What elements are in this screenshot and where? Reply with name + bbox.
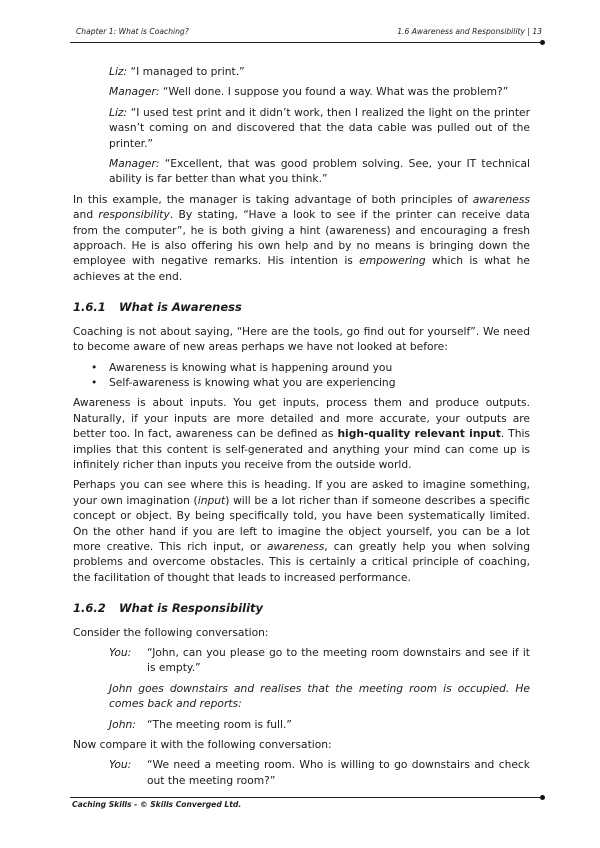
dialogue-text: “The meeting room is full.” [147,717,292,731]
text-run: , can greatly help you when solving problems and overcome obstacles. This is certainly a critical principle of coaching, the facilitation of thought that leads to increased performance. [73,539,530,584]
speaker: You: [109,758,132,772]
body-paragraph [73,395,530,472]
dialogue-line [109,84,530,99]
footer-copyright: Caching Skills - © Skills Converged Ltd. [72,800,242,809]
text-run: . By stating, “Have a look to see if the printer can receive data from the computer”, he is both giving a hint (awareness) and encouraging a fresh approach. He is also offering his own help and by no means is bringing down the employee with negative remarks. His intention is [73,208,530,268]
section-number: 1.6.2 [73,601,106,616]
speaker: You: [109,646,132,659]
bullet-item: • Self-awareness is knowing what you are experiencing [73,375,530,390]
header-chapter: Chapter 1: What is Coaching? [76,27,189,36]
text-run: and [73,208,99,222]
header-rule-dot [540,40,545,45]
text-run: ) will be a lot richer than if someone describes a specific concept or object. By being specifically told, you have been systematically limited. On the other hand if you are left to imagine the object yourself, you can be a lot more creative. This rich input, or [73,493,530,553]
footer-rule [70,797,544,798]
dialogue-line [109,64,530,79]
text-run: which is what he achieves at the end. [73,254,530,283]
emphasis: empowering [359,254,426,268]
speaker: Liz: [109,65,128,78]
text-run: In this example, the manager is taking advantage of both principles of [73,192,473,206]
text-run: Awareness is about inputs. You get inputs, process them and produce outputs. Naturally, if your inputs are more detailed and more accurate, your outputs are better too. In fact, awareness can be defined as [73,396,530,441]
dialogue-text: “John, can you please go to the meeting room downstairs and see if it is empty.” [147,646,530,675]
speaker: Manager: [109,85,160,99]
body-paragraph: Coaching is not about saying, “Here are the tools, go find out for yourself”. We need to become aware of new areas perhaps we have not looked at before: [73,324,530,354]
dialogue-text: “I used test print and it didn’t work, then I realized the light on the printer wasn’t coming on and discovered that the data cable was pulled out of the printer.” [109,105,530,150]
text-run: Perhaps you can see where this is heading. If you are asked to imagine something, your own imagination ( [73,478,530,507]
speaker: Liz: [109,105,128,119]
running-header [76,27,542,41]
dialogue-text: “Well done. I suppose you found a way. What was the problem?” [162,85,509,99]
narration: John goes downstairs and realises that the meeting room is occupied. He comes back and reports: [109,681,530,711]
speaker: John: [109,717,136,731]
body-paragraph: Consider the following conversation: [73,625,269,639]
dialogue-line [109,105,530,151]
section-number: 1.6.1 [73,300,106,315]
speaker: Manager: [109,157,160,171]
bullet-item: • Awareness is knowing what is happening around you [73,360,530,375]
dialogue-line [109,156,530,187]
text-run: . This implies that this content is self-generated and anything your mind can come up is infinitely richer than inputs you receive from the outside world. [73,427,531,471]
body-paragraph [73,192,530,284]
emphasis: awareness [267,539,325,553]
dialogue-text: “I managed to print.” [130,65,245,78]
header-rule [70,42,544,43]
dialogue-text: “Excellent, that was good problem solving. See, your IT technical ability is far better than what you think.” [109,157,530,186]
emphasis: responsibility [98,208,170,222]
section-title: What is Awareness [119,300,242,315]
bold-text: high-quality relevant input [337,427,501,441]
footer-rule-dot [540,795,545,800]
body-paragraph: Now compare it with the following conversation: [73,738,332,752]
header-section-page: 1.6 Awareness and Responsibility | 13 [397,27,542,36]
section-heading-responsibility [73,601,530,616]
conversation-line [109,717,530,732]
dialogue-text: “We need a meeting room. Who is willing to go downstairs and check out the meeting room?” [147,758,530,787]
page-body [73,64,530,793]
body-paragraph [73,477,530,585]
section-heading-awareness [73,300,530,315]
emphasis: input [197,493,226,507]
section-title: What is Responsibility [119,601,264,616]
emphasis: awareness [472,192,530,206]
bullet-list [73,360,530,391]
conversation-line [109,645,530,676]
conversation-line [109,757,530,788]
